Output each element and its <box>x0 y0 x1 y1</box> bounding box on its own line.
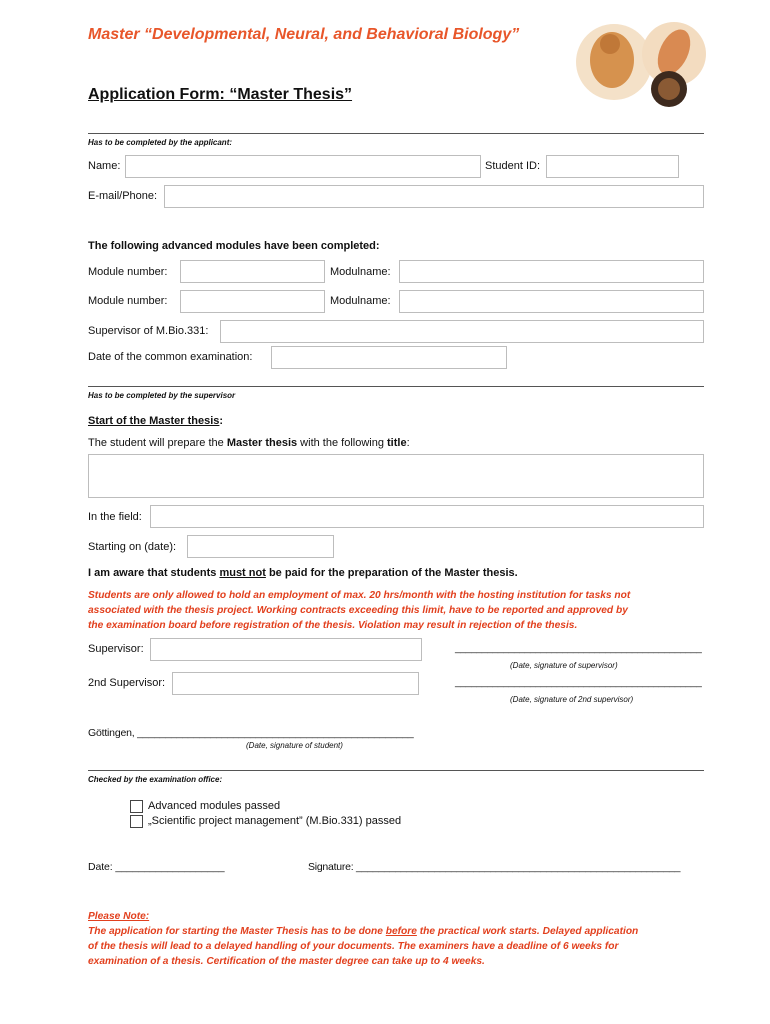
note-line-3: examination of a thesis. Certification of the master degree can take up to 4 weeks. <box>88 956 485 967</box>
email-label: E-mail/Phone: <box>88 190 158 202</box>
start-heading <box>88 415 223 427</box>
thesis-field-input[interactable] <box>150 505 704 528</box>
office-section-label: Checked by the examination office: <box>88 775 223 784</box>
starting-date-label: Starting on (date): <box>88 541 177 553</box>
module-number-field-2[interactable] <box>180 290 325 313</box>
exam-date-label: Date of the common examination: <box>88 351 253 363</box>
module-name-label: Modulname: <box>330 266 391 278</box>
modules-passed-checkbox[interactable] <box>130 800 143 813</box>
start-heading-colon: : <box>219 415 224 427</box>
warning-line-3: the examination board before registration of the thesis. Violation may result in rejection of the thesis. <box>88 620 578 631</box>
prepare-end: : <box>406 437 410 449</box>
student-id-field[interactable] <box>546 155 679 178</box>
office-date-line: Date: ___________________ <box>88 861 225 873</box>
office-signature-line: Signature: __________________________________________________________ <box>308 861 681 873</box>
exam-date-field[interactable] <box>271 346 507 369</box>
name-label: Name: <box>88 160 121 172</box>
supervisor-field[interactable] <box>150 638 422 661</box>
prepare-sentence <box>88 437 410 449</box>
module-number-label: Module number: <box>88 295 168 307</box>
aware-must-not: must not <box>219 567 266 579</box>
aware-pre: I am aware that students <box>88 567 220 579</box>
gottingen-signature-line: Göttingen, _________________________________________________ <box>88 727 414 739</box>
name-field[interactable] <box>125 155 481 178</box>
supervisor-section-label: Has to be completed by the supervisor <box>88 391 236 400</box>
program-title: Master “Developmental, Neural, and Behavioral Biology” <box>88 26 520 43</box>
please-note <box>88 909 704 969</box>
email-field[interactable] <box>164 185 704 208</box>
note-line-1 <box>88 924 704 939</box>
project-management-checkbox[interactable] <box>130 815 143 828</box>
section-divider <box>88 133 704 134</box>
prepare-title-word: title <box>387 437 407 449</box>
module-number-field-1[interactable] <box>180 260 325 283</box>
student-signature-caption: (Date, signature of student) <box>246 741 343 750</box>
module-name-label: Modulname: <box>330 295 391 307</box>
modules-heading: The following advanced modules have been completed: <box>88 240 380 252</box>
second-supervisor-signature-line: ______________________________________________ <box>455 677 702 688</box>
employment-warning <box>88 588 704 633</box>
modules-passed-label: Advanced modules passed <box>148 800 281 812</box>
prepare-bold: Master thesis <box>226 437 298 449</box>
note-heading: Please Note: <box>88 911 150 922</box>
note-line-1-post: the practical work starts. Delayed application <box>416 926 639 937</box>
field-label: In the field: <box>88 511 142 523</box>
module-name-field-1[interactable] <box>399 260 704 283</box>
note-line-1-pre: The application for starting the Master Thesis has to be done <box>88 926 386 937</box>
aware-post: be paid for the preparation of the Master thesis. <box>265 567 518 579</box>
note-before: before <box>385 926 417 937</box>
module-name-field-2[interactable] <box>399 290 704 313</box>
warning-line-2: associated with the thesis project. Working contracts exceeding this limit, have to be reported and approved by <box>88 605 628 616</box>
form-title: Application Form: “Master Thesis” <box>88 86 353 103</box>
animal-collage-icon <box>574 22 714 112</box>
project-management-label: „Scientific project management” (M.Bio.331) passed <box>148 815 402 827</box>
supervisor-signature-caption: (Date, signature of supervisor) <box>510 661 618 670</box>
payment-notice <box>88 567 518 579</box>
section-divider <box>88 770 704 771</box>
second-supervisor-field[interactable] <box>172 672 419 695</box>
supervisor-mbio-label: Supervisor of M.Bio.331: <box>88 325 209 337</box>
note-line-2: of the thesis will lead to a delayed handling of your documents. The examiners have a deadline of 6 weeks for <box>88 941 619 952</box>
thesis-title-field[interactable] <box>88 454 704 498</box>
warning-line-1: Students are only allowed to hold an employment of max. 20 hrs/month with the hosting institution for tasks not <box>88 590 631 601</box>
student-id-label: Student ID: <box>485 160 541 172</box>
module-number-label: Module number: <box>88 266 168 278</box>
second-supervisor-label: 2nd Supervisor: <box>88 677 166 689</box>
section-divider <box>88 386 704 387</box>
start-heading-text: Start of the Master thesis <box>88 415 220 427</box>
supervisor-label: Supervisor: <box>88 643 144 655</box>
prepare-pre: The student will prepare the <box>88 437 227 449</box>
prepare-mid: with the following <box>297 437 388 449</box>
supervisor-mbio-field[interactable] <box>220 320 704 343</box>
second-supervisor-signature-caption: (Date, signature of 2nd supervisor) <box>510 695 634 704</box>
applicant-section-label: Has to be completed by the applicant: <box>88 138 233 147</box>
supervisor-signature-line: ______________________________________________ <box>455 643 702 654</box>
starting-date-field[interactable] <box>187 535 334 558</box>
